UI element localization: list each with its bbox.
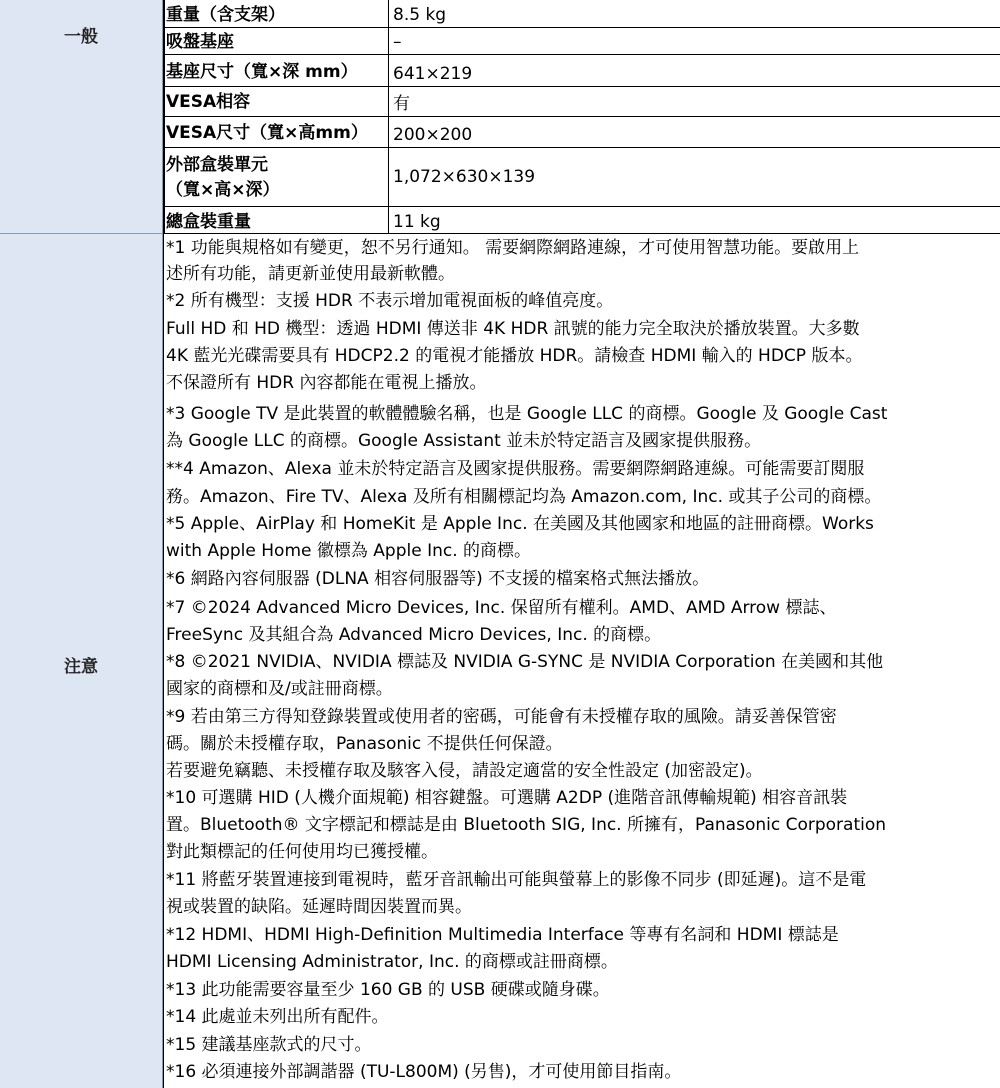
spec-label: 基座尺寸（寬×深 mm） (163, 55, 389, 86)
note-line: *12 HDMI、HDMI High-Definition Multimedia Interface 等專有名詞和 HDMI 標誌是 (166, 925, 839, 945)
table-divider (163, 0, 165, 234)
spec-row-base-size (163, 55, 1000, 87)
spec-value: 8.5 kg (393, 5, 447, 25)
spec-row-box-weight (163, 207, 1000, 234)
spec-value: 200×200 (393, 125, 473, 145)
spec-label (163, 148, 389, 206)
spec-row-suction-base (163, 28, 1000, 55)
note-line: 對此類標記的任何使用均已獲授權。 (166, 842, 438, 862)
note-line: **4 Amazon、Alexa 並未於特定語言及國家提供服務。需要網際網路連線。可能需要訂閱服 (166, 459, 865, 479)
note-line: *11 將藍牙裝置連接到電視時，藍牙音訊輸出可能與螢幕上的影像不同步 (即延遲)。這不是電 (166, 870, 867, 890)
note-line: 置。Bluetooth® 文字標記和標誌是由 Bluetooth SIG, Inc. 所擁有，Panasonic Corporation (166, 815, 887, 835)
category-cell-general (0, 0, 163, 234)
note-line: *10 可選購 HID (人機介面規範) 相容鍵盤。可選購 A2DP (進階音訊傳輸規範) 相容音訊裝 (166, 788, 848, 808)
note-line: *14 此處並未列出所有配件。 (166, 1007, 389, 1027)
general-spec-grid (163, 0, 1000, 234)
note-line: *8 ©2021 NVIDIA、NVIDIA 標誌及 NVIDIA G-SYNC 是 NVIDIA Corporation 在美國和其他 (166, 652, 884, 672)
note-line: FreeSync 及其組合為 Advanced Micro Devices, Inc. 的商標。 (166, 625, 662, 645)
note-line: 4K 藍光光碟需要具有 HDCP2.2 的電視才能播放 HDR。請檢查 HDMI 輸入的 HDCP 版本。 (166, 346, 863, 366)
spec-label-line: 外部盒裝單元 (166, 155, 268, 175)
category-label-notes: 注意 (64, 657, 98, 677)
note-line: 務。Amazon、Fire TV、Alexa 及所有相關標記均為 Amazon.com, Inc. 或其子公司的商標。 (166, 487, 882, 507)
spec-label: VESA尺寸（寬×高mm） (163, 117, 389, 147)
spec-value: 641×219 (393, 64, 473, 84)
spec-label: 重量（含支架） (163, 0, 389, 27)
note-line: *1 功能與規格如有變更，恕不另行通知。 需要網際網路連線，才可使用智慧功能。要啟用上 (166, 238, 860, 258)
spec-value: 1,072×630×139 (393, 166, 536, 187)
spec-value: – (393, 32, 402, 52)
note-line: with Apple Home 徽標為 Apple Inc. 的商標。 (166, 541, 532, 561)
note-line: *2 所有機型：支援 HDR 不表示增加電視面板的峰值亮度。 (166, 291, 614, 311)
note-line: 碼。關於未授權存取，Panasonic 不提供任何保證。 (166, 734, 563, 754)
note-line: *15 建議基座款式的尺寸。 (166, 1035, 372, 1055)
spec-label: 總盒裝重量 (163, 207, 389, 233)
note-line: 不保證所有 HDR 內容都能在電視上播放。 (166, 373, 487, 393)
note-line: *3 Google TV 是此裝置的軟體體驗名稱，也是 Google LLC 的商標。Google 及 Google Cast (166, 404, 888, 424)
category-label-general: 一般 (64, 27, 98, 47)
spec-row-box-dimensions (163, 148, 1000, 207)
spec-label: 吸盤基座 (163, 28, 389, 54)
note-line: *9 若由第三方得知登錄裝置或使用者的密碼，可能會有未授權存取的風險。請妥善保管密 (166, 707, 837, 727)
note-line: *5 Apple、AirPlay 和 HomeKit 是 Apple Inc. 在美國及其他國家和地區的註冊商標。Works (166, 514, 874, 534)
note-line: *6 網路內容伺服器 (DLNA 相容伺服器等) 不支援的檔案格式無法播放。 (166, 569, 710, 589)
spec-row-weight (163, 0, 1000, 28)
spec-value: 11 kg (393, 212, 441, 232)
spec-row-vesa-size (163, 117, 1000, 148)
category-cell-notes (0, 234, 163, 1088)
note-line: 述所有功能，請更新並使用最新軟體。 (166, 264, 455, 284)
spec-label-line: （寬×高×深） (166, 180, 280, 200)
note-line: 國家的商標和及/或註冊商標。 (166, 679, 393, 699)
note-line: 為 Google LLC 的商標。Google Assistant 並未於特定語言及國家提供服務。 (166, 431, 762, 451)
note-line: HDMI Licensing Administrator, Inc. 的商標或註冊商標。 (166, 952, 618, 972)
notes-cell (163, 234, 1000, 1088)
note-line: 視或裝置的缺陷。延遲時間因裝置而異。 (166, 897, 472, 917)
spec-label: VESA相容 (163, 87, 389, 116)
note-line: 若要避免竊聽、未授權存取及駭客入侵，請設定適當的安全性設定 (加密設定)。 (166, 761, 763, 781)
note-line: *13 此功能需要容量至少 160 GB 的 USB 硬碟或隨身碟。 (166, 980, 610, 1000)
note-line: Full HD 和 HD 機型：透過 HDMI 傳送非 4K HDR 訊號的能力完全取決於播放裝置。大多數 (166, 319, 860, 339)
spec-row-vesa-compatible (163, 87, 1000, 117)
spec-value: 有 (393, 94, 410, 114)
note-line: *7 ©2024 Advanced Micro Devices, Inc. 保留所有權利。AMD、AMD Arrow 標誌、 (166, 598, 837, 618)
note-line: *16 必須連接外部調諧器 (TU-L800M) (另售)，才可使用節目指南。 (166, 1062, 682, 1082)
